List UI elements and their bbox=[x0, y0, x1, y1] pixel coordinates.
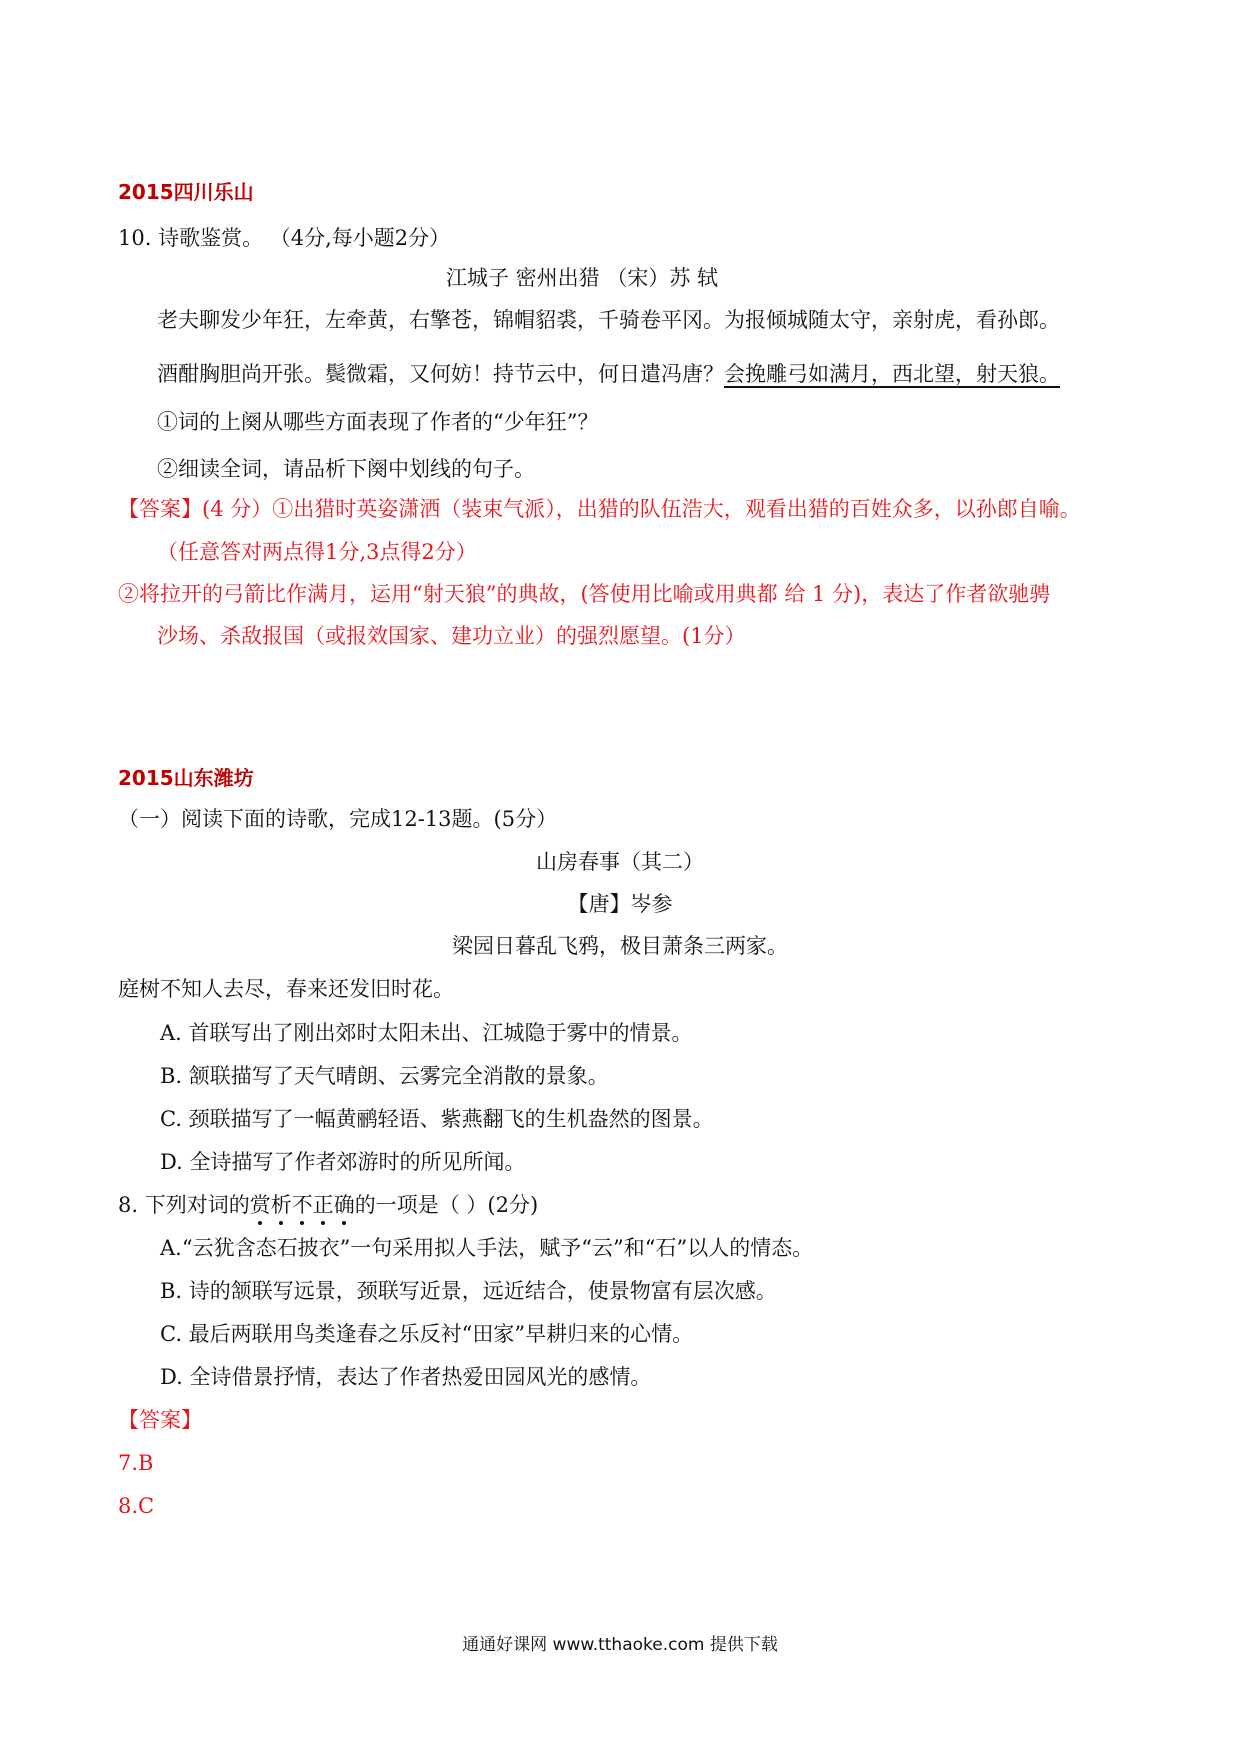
q8-option-c: C. 最后两联用鸟类逢春之乐反衬“田家”早耕归来的心情。 bbox=[160, 1322, 694, 1346]
poem-line-1: 老夫聊发少年狂，左牵黄，右擎苍，锦帽貂裘，千骑卷平冈。为报倾城随太守，亲射虎，看孙郎。 bbox=[157, 308, 1060, 332]
answer-1-continued: （任意答对两点得1分,3点得2分） bbox=[157, 540, 477, 564]
emphasis-dot-char: 不 bbox=[291, 1193, 313, 1217]
poem-line-liangyuan: 梁园日暮乱飞鸦，极目萧条三两家。 bbox=[452, 934, 788, 958]
option-d: D. 全诗描写了作者郊游时的所见所闻。 bbox=[160, 1150, 526, 1174]
sub-question-1: ①词的上阕从哪些方面表现了作者的“少年狂”？ bbox=[157, 410, 599, 434]
option-b: B. 颔联描写了天气晴朗、云雾完全消散的景象。 bbox=[160, 1064, 609, 1088]
sub-question-2: ②细读全词，请品析下阕中划线的句子。 bbox=[157, 457, 535, 481]
poem-line-2-underlined: 会挽雕弓如满月，西北望，射天狼。 bbox=[724, 362, 1060, 386]
emphasis-dot-char: 正 bbox=[312, 1193, 334, 1217]
option-c: C. 颈联描写了一幅黄鹂轻语、紫燕翻飞的生机盎然的图景。 bbox=[160, 1107, 714, 1131]
q8-option-d: D. 全诗借景抒情，表达了作者热爱田园风光的感情。 bbox=[160, 1365, 652, 1389]
answer-2-continued: 沙场、杀敌报国（或报效国家、建功立业）的强烈愿望。(1分） bbox=[157, 624, 746, 648]
question-8-after: 的一项是（ ）(2分) bbox=[354, 1193, 539, 1217]
poem-line-2 bbox=[157, 360, 1060, 388]
emphasis-dot-char: 赏 bbox=[249, 1193, 271, 1217]
emphasis-dot-char: 析 bbox=[270, 1193, 292, 1217]
q8-option-b: B. 诗的颔联写远景，颈联写近景，远近结合，使景物富有层次感。 bbox=[160, 1279, 777, 1303]
answer-label: 【答案】 bbox=[118, 1408, 202, 1432]
q8-option-a: A.“云犹含态石披衣”一句采用拟人手法，赋予“云”和“石”以人的情态。 bbox=[160, 1236, 814, 1260]
question-8 bbox=[118, 1191, 538, 1219]
poem-author: 【唐】岑参 bbox=[567, 892, 673, 916]
answer-8: 8.C bbox=[118, 1494, 155, 1518]
section-heading-weifang: 2015山东潍坊 bbox=[118, 766, 254, 790]
poem-line-tingshu: 庭树不知人去尽，春来还发旧时花。 bbox=[118, 977, 454, 1001]
question-10-title: 10. 诗歌鉴赏。 （4分,每小题2分） bbox=[118, 226, 451, 250]
section-heading-leshan: 2015四川乐山 bbox=[118, 180, 254, 204]
poem-line-2-plain: 酒酣胸胆尚开张。鬓微霜，又何妨！持节云中，何日遣冯唐？ bbox=[157, 362, 724, 386]
answer-2: ②将拉开的弓箭比作满月，运用“射天狼”的典故，(答使用比喻或用典都 给 1 分)，表达了作者欲驰骋 bbox=[118, 582, 1051, 606]
footer-download-note: 通通好课网 www.tthaoke.com 提供下载 bbox=[462, 1635, 778, 1655]
option-a: A. 首联写出了刚出郊时太阳未出、江城隐于雾中的情景。 bbox=[160, 1021, 693, 1045]
poem-title-shanfang: 山房春事（其二） bbox=[536, 850, 704, 874]
emphasis-dot-char: 确 bbox=[333, 1193, 355, 1217]
answer-7: 7.B bbox=[118, 1451, 154, 1475]
answer-1: 【答案】(4 分）①出猎时英姿潇洒（装束气派），出猎的队伍浩大，观看出猎的百姓众多，以孙郎自喻。 bbox=[118, 497, 1081, 521]
poem-title-jiangchengzi: 江城子 密州出猎 （宋）苏 轼 bbox=[446, 266, 719, 290]
question-8-before: 8. 下列对词的 bbox=[118, 1193, 250, 1217]
reading-intro: （一）阅读下面的诗歌，完成12-13题。(5分） bbox=[118, 807, 558, 831]
